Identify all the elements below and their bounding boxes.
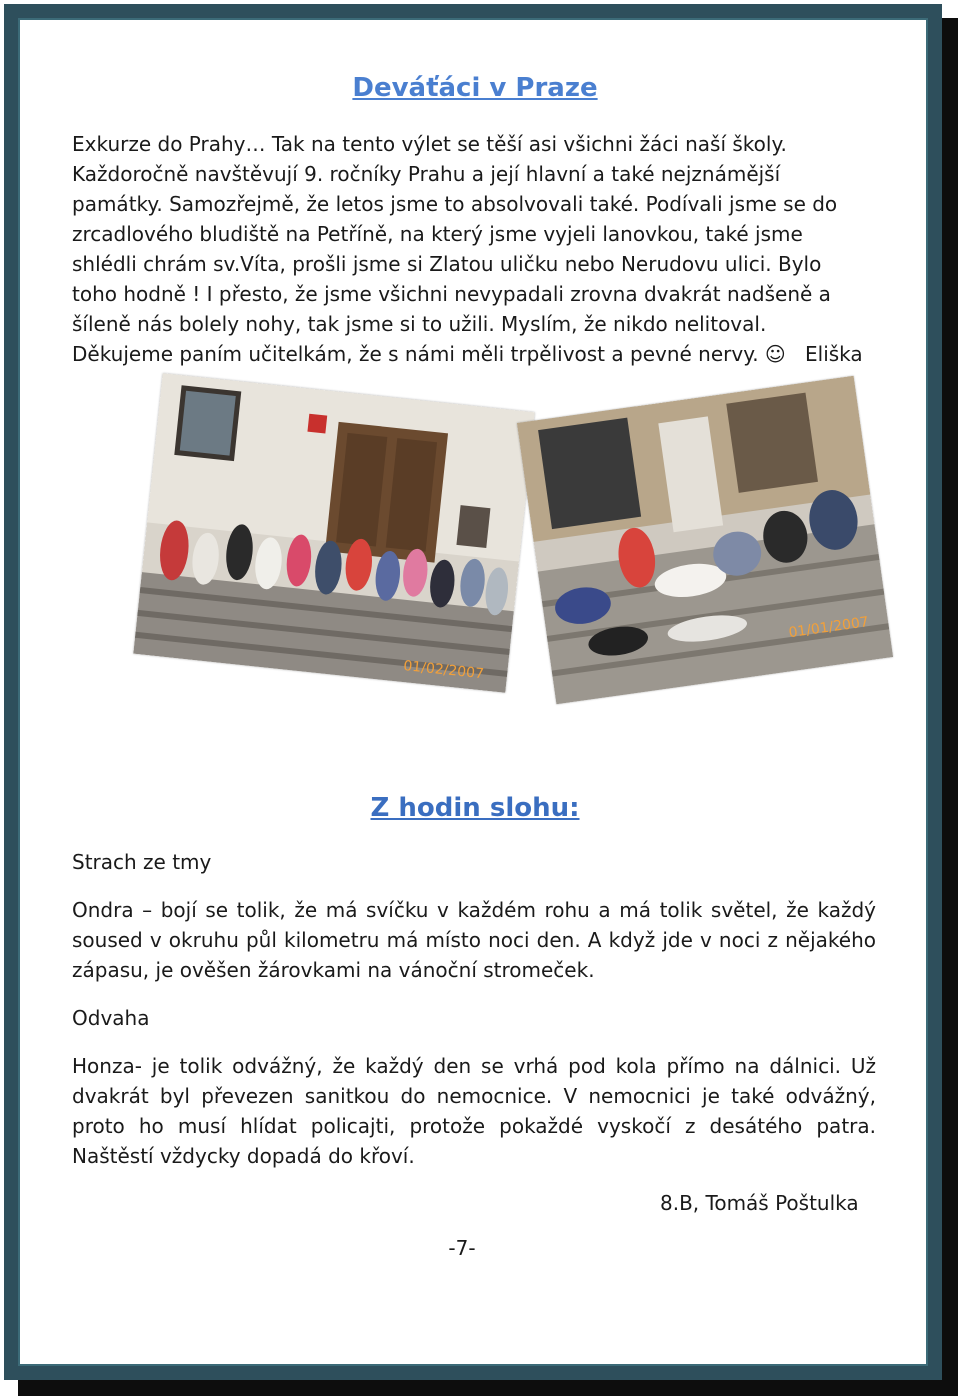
photo-students-at-door (133, 373, 534, 693)
article2-title: Z hodin slohu: (370, 793, 580, 823)
photo-students-on-steps-image (517, 376, 893, 705)
photo2-date: 01/01/2007 (787, 614, 870, 642)
section1-text: Ondra – bojí se tolik, že má svíčku v každém rohu a má tolik světel, že každý soused v okruhu půl kilometru má místo noci den. A když jde v noci z nějakého zápasu, je ověšen žárovkami na vánoční stromeček. (72, 898, 876, 982)
page-number: -7- (448, 1236, 476, 1260)
article1-title: Deváťáci v Praze (352, 73, 598, 103)
page-content (72, 0, 878, 1380)
section2-text: Honza- je tolik odvážný, že každý den se vrhá pod kola přímo na dálnici. Už dvakrát byl převezen sanitkou do nemocnice. V nemocnici je také odvážný, proto ho musí hlídat policajti, protože pokaždé vyskočí z desátého patra. Naštěstí vždycky dopadá do křoví. (72, 1054, 876, 1168)
article1-paragraph: Exkurze do Prahy… Tak na tento výlet se těší asi všichni žáci naší školy. Každoročně navštěvují 9. ročníky Prahu a její hlavní a také nejznámější památky. Samozřejmě, že letos jsme to absolvovali také. Podívali jsme se do zrcadlového bludiště na Petříně, na který jsme vyjeli lanovkou, také jsme shlédli chrám sv.Víta, prošli jsme si Zlatou uličku nebo Nerudovu ulici. Bylo toho hodně ! I přesto, že jsme všichni nevypadali zrovna dvakrát nadšeně a šíleně nás bolely nohy, tak jsme si to užili. Myslím, že nikdo nelitoval. Děkujeme paním učitelkám, že s námi měli trpělivost a pevné nervy. ☺ (72, 132, 838, 366)
article2-author: 8.B, Tomáš Poštulka (660, 1191, 859, 1215)
photo1-date: 01/02/2007 (402, 658, 485, 683)
photo-students-at-door-image (133, 373, 534, 693)
article1-author: Eliška (805, 342, 863, 366)
section1-heading: Strach ze tmy (72, 850, 212, 874)
photo-students-on-steps (517, 376, 893, 705)
section2-heading: Odvaha (72, 1006, 150, 1030)
